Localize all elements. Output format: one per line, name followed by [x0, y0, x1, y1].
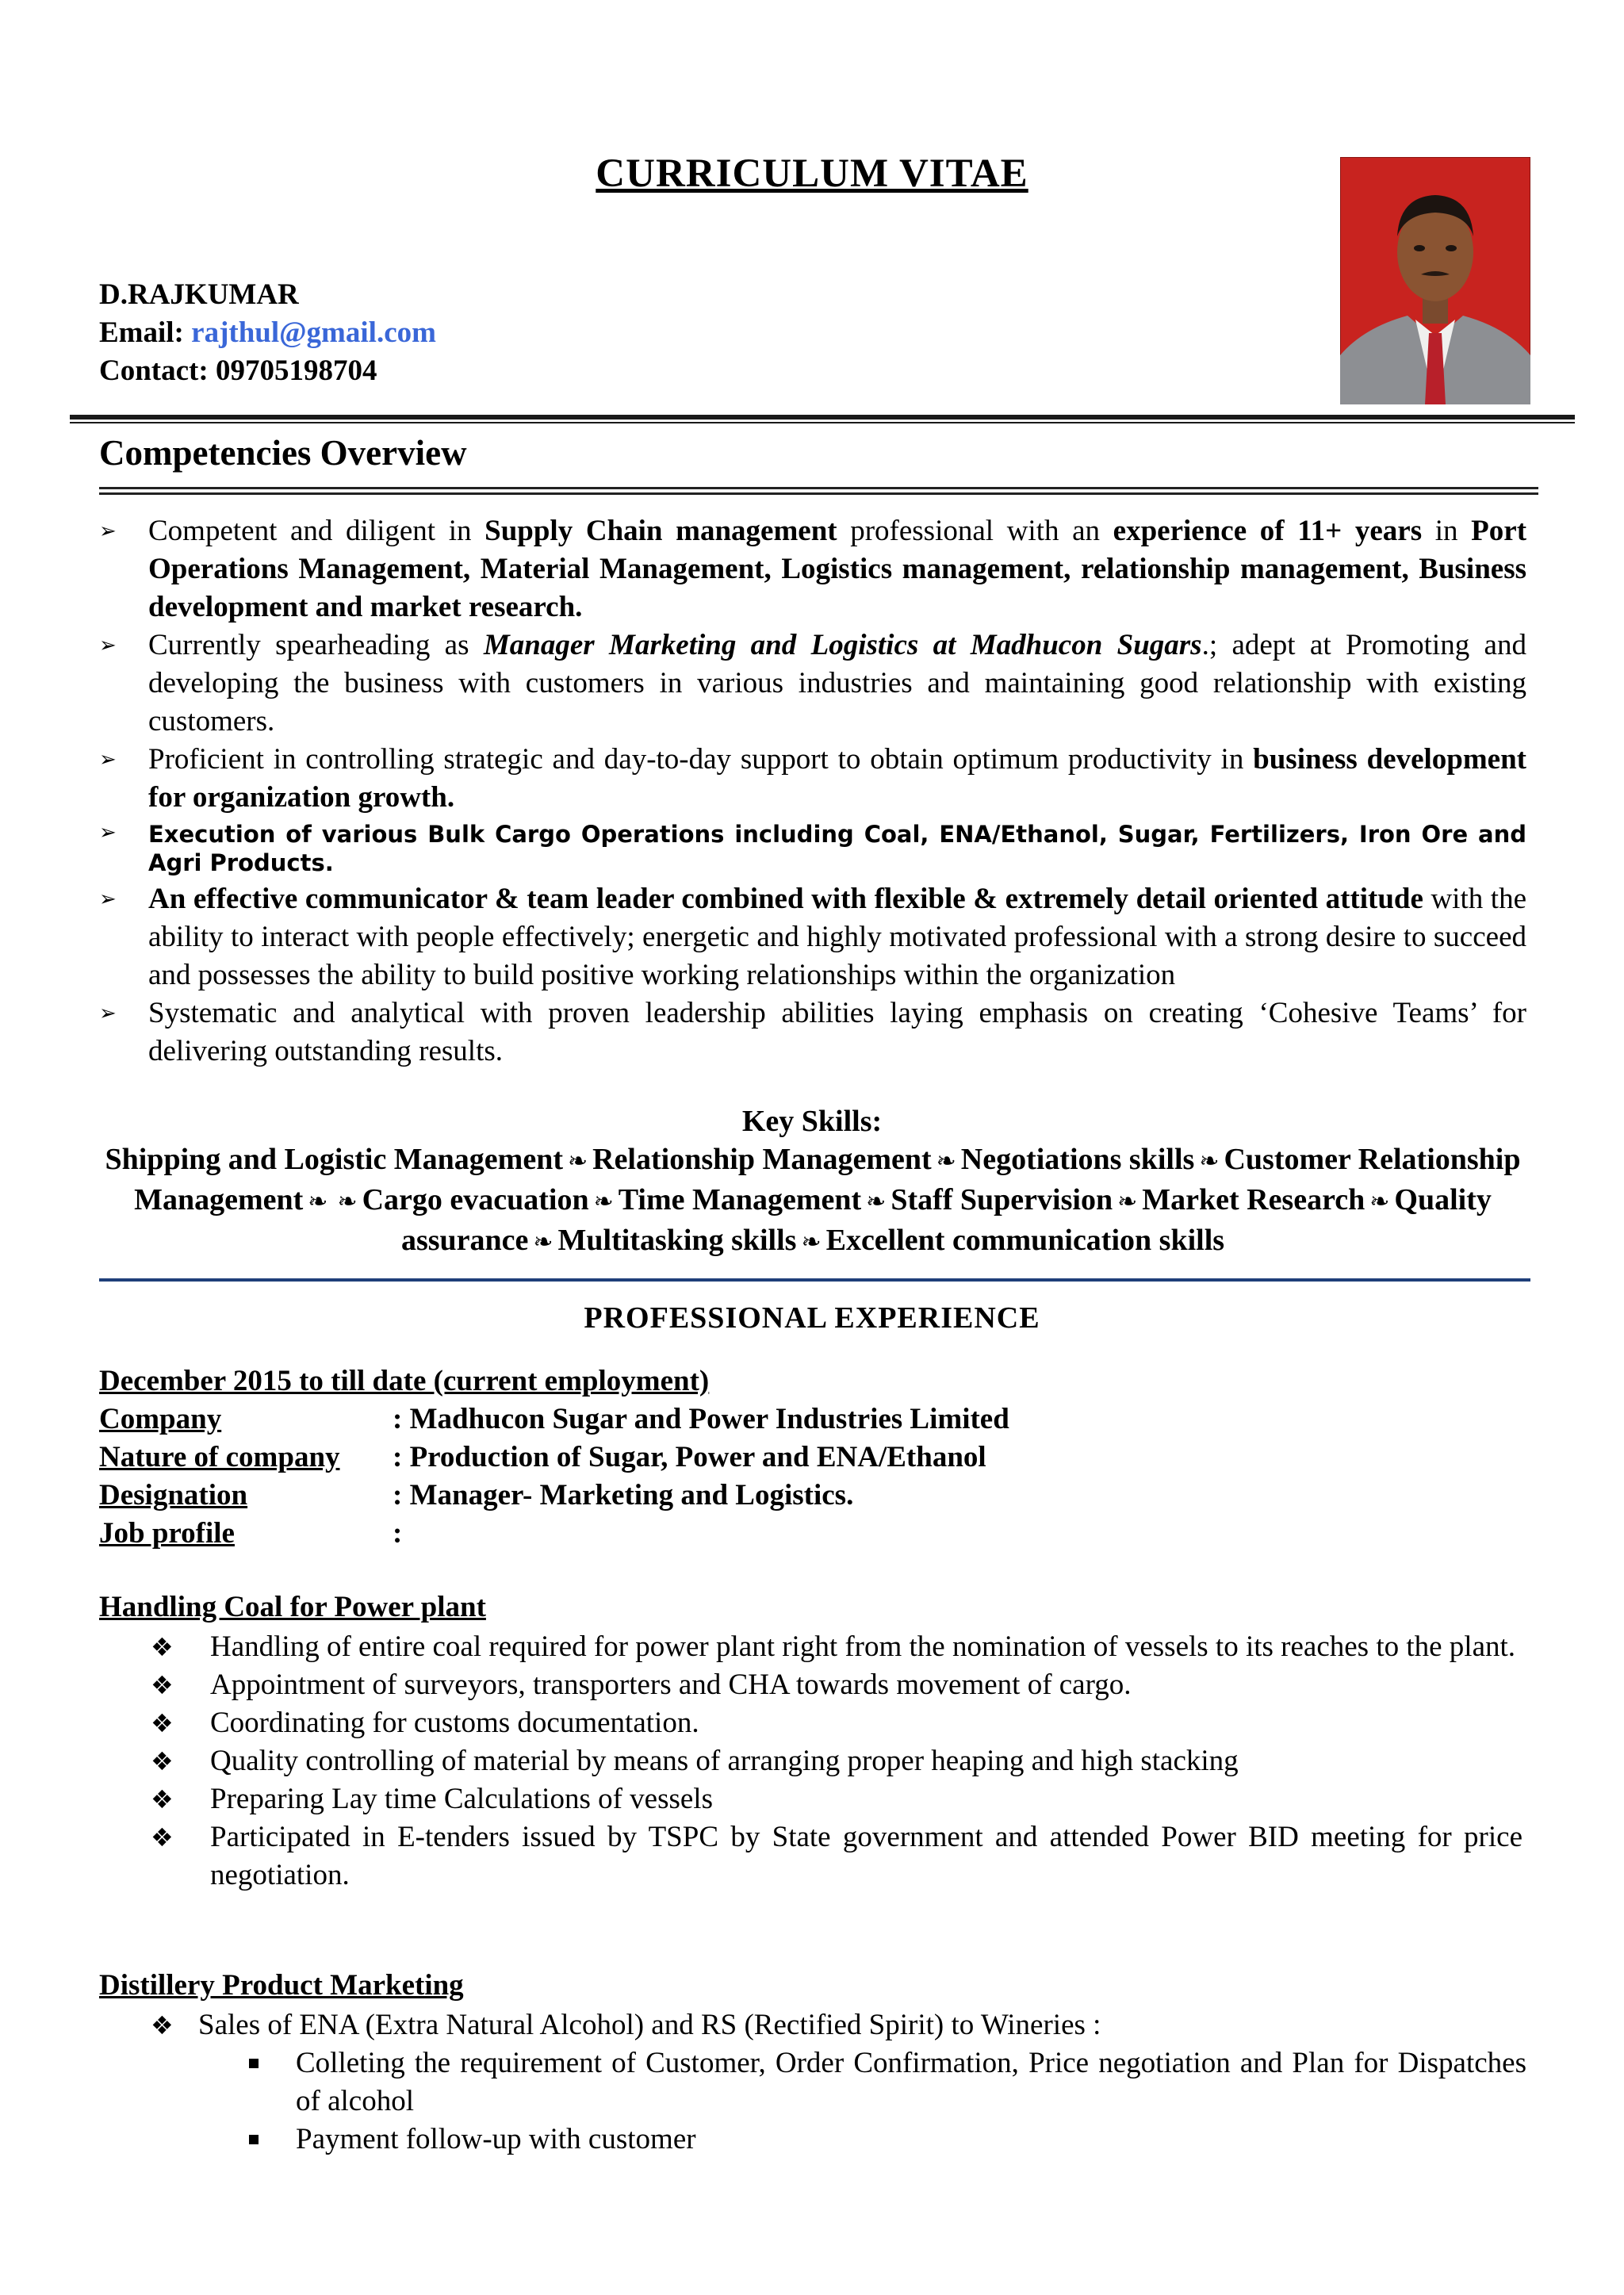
distillery-sub-list: [246, 2044, 1526, 2159]
list-item: ❖ Handling of entire coal required for power plant right from the nomination of vessels to its reaches to the plant.: [151, 1628, 1522, 1666]
square-bullet-icon: [249, 2135, 259, 2144]
skill-item: Quality assurance: [400, 1183, 1492, 1257]
designation-value: : Manager- Marketing and Logistics.: [393, 1479, 854, 1511]
designation-row: [99, 1477, 854, 1515]
job-profile-value: :: [393, 1517, 403, 1550]
nature-row: [99, 1439, 986, 1477]
list-item: ➢ Proficient in controlling strategic and day-to-day support to obtain optimum productivity in business development for organization growth.: [99, 741, 1526, 817]
coal-list: [151, 1628, 1522, 1895]
competencies-list: [99, 512, 1526, 1071]
email-label: Email:: [99, 316, 184, 349]
employment-period: December 2015 to till date (current employment): [99, 1365, 710, 1397]
diamond-bullet-icon: ❖: [151, 2010, 174, 2040]
contact-label: Contact:: [99, 354, 209, 387]
fleuron-separator-icon: ❧: [801, 1228, 822, 1256]
diamond-bullet-icon: ❖: [151, 1822, 174, 1852]
distillery-list: [151, 2006, 1522, 2044]
list-item: Payment follow-up with customer: [246, 2121, 1526, 2159]
email-line: [99, 314, 436, 352]
job-profile-row: [99, 1515, 709, 1553]
nature-label: Nature of company: [99, 1441, 340, 1473]
header-divider: [70, 415, 1575, 423]
company-row: [99, 1400, 1009, 1439]
arrow-bullet-icon: ➢: [99, 887, 117, 911]
square-bullet-icon: [249, 2059, 259, 2068]
phone-line: [99, 352, 436, 390]
skill-item: Market Research: [1142, 1183, 1365, 1216]
experience-heading: PROFESSIONAL EXPERIENCE: [584, 1301, 1040, 1335]
skill-item: Shipping and Logistic Management: [105, 1143, 563, 1176]
fleuron-separator-icon: ❧: [936, 1148, 956, 1175]
competencies-divider: [99, 487, 1538, 495]
profile-photo: [1340, 157, 1530, 404]
distillery-heading: Distillery Product Marketing: [99, 1969, 464, 2002]
list-item: ❖ Participated in E-tenders issued by TSPC by State government and attended Power BID meeting for price negotiation.: [151, 1818, 1522, 1895]
key-skills-heading: Key Skills:: [741, 1105, 883, 1138]
fleuron-separator-icon: ❧: [1369, 1188, 1390, 1216]
list-item: ❖ Preparing Lay time Calculations of vessels: [151, 1780, 1522, 1818]
document-title: CURRICULUM VITAE: [596, 151, 1028, 196]
key-skills-list: [87, 1140, 1538, 1262]
diamond-bullet-icon: ❖: [151, 1746, 174, 1776]
diamond-bullet-icon: ❖: [151, 1708, 174, 1738]
arrow-bullet-icon: ➢: [99, 821, 117, 845]
fleuron-separator-icon: ❧: [1117, 1188, 1138, 1216]
contact-block: [99, 276, 436, 390]
fleuron-separator-icon: ❧: [337, 1188, 358, 1216]
fleuron-separator-icon: ❧: [1199, 1148, 1220, 1175]
arrow-bullet-icon: ➢: [99, 748, 117, 772]
list-item: ❖ Quality controlling of material by means of arranging proper heaping and high stacking: [151, 1742, 1522, 1780]
designation-label: Designation: [99, 1479, 248, 1511]
company-value: : Madhucon Sugar and Power Industries Limited: [393, 1403, 1009, 1435]
skill-item: Excellent communication skills: [825, 1224, 1225, 1257]
arrow-bullet-icon: ➢: [99, 1002, 117, 1025]
list-item: ➢ An effective communicator & team leader combined with flexible & extremely detail oriented attitude with the ability to interact with people effectively; energetic and highly motivated professional with a strong desire to succeed and possesses the ability to build positive working relationships within the organization: [99, 880, 1526, 994]
email-link[interactable]: rajthul@gmail.com: [191, 316, 436, 349]
list-item: ➢ Competent and diligent in Supply Chain management professional with an experience of 11+ years in Port Operations Management, Material Management, Logistics management, relationship management, Business development and market research.: [99, 512, 1526, 626]
list-item: ➢ Systematic and analytical with proven leadership abilities laying emphasis on creating ‘Cohesive Teams’ for delivering outstanding results.: [99, 994, 1526, 1071]
skill-item: Multitasking skills: [557, 1224, 797, 1257]
fleuron-separator-icon: ❧: [567, 1148, 588, 1175]
nature-value: : Production of Sugar, Power and ENA/Ethanol: [393, 1441, 986, 1473]
candidate-name: D.RAJKUMAR: [99, 278, 299, 311]
experience-details: [99, 1362, 1009, 1553]
arrow-bullet-icon: ➢: [99, 519, 117, 543]
skill-item: Relationship Management: [592, 1143, 932, 1176]
skill-item: Staff Supervision: [891, 1183, 1113, 1216]
diamond-bullet-icon: ❖: [151, 1670, 174, 1700]
fleuron-separator-icon: ❧: [593, 1188, 614, 1216]
skill-item: Cargo evacuation: [362, 1183, 589, 1216]
skill-item: Negotiations skills: [960, 1143, 1195, 1176]
competencies-heading: Competencies Overview: [99, 433, 467, 473]
arrow-bullet-icon: ➢: [99, 634, 117, 657]
fleuron-separator-icon: ❧: [866, 1188, 887, 1216]
list-item: ❖ Coordinating for customs documentation.: [151, 1704, 1522, 1742]
list-item: ❖ Appointment of surveyors, transporters and CHA towards movement of cargo.: [151, 1666, 1522, 1704]
list-item: Colleting the requirement of Customer, Order Confirmation, Price negotiation and Plan for Dispatches of alcohol: [246, 2044, 1526, 2121]
phone-number: 09705198704: [215, 354, 377, 387]
fleuron-separator-icon: ❧: [533, 1228, 553, 1256]
list-item: ➢ Currently spearheading as Manager Marketing and Logistics at Madhucon Sugars.; adept at Promoting and developing the business with customers in various industries and maintaining good relationship with existing customers.: [99, 626, 1526, 741]
skill-item: Time Management: [618, 1183, 862, 1216]
coal-heading: Handling Coal for Power plant: [99, 1591, 486, 1623]
section-divider: [99, 1278, 1530, 1282]
diamond-bullet-icon: ❖: [151, 1632, 174, 1662]
diamond-bullet-icon: ❖: [151, 1784, 174, 1814]
fleuron-separator-icon: ❧: [308, 1188, 328, 1216]
job-profile-label: Job profile: [99, 1517, 235, 1550]
list-item: ❖ Sales of ENA (Extra Natural Alcohol) and RS (Rectified Spirit) to Wineries :: [151, 2006, 1522, 2044]
list-item: ➢ Execution of various Bulk Cargo Operations including Coal, ENA/Ethanol, Sugar, Fertilizers, Iron Ore and Agri Products.: [99, 817, 1526, 880]
skill-item: Customer Relationship Management: [134, 1143, 1521, 1216]
company-label: Company: [99, 1403, 222, 1435]
